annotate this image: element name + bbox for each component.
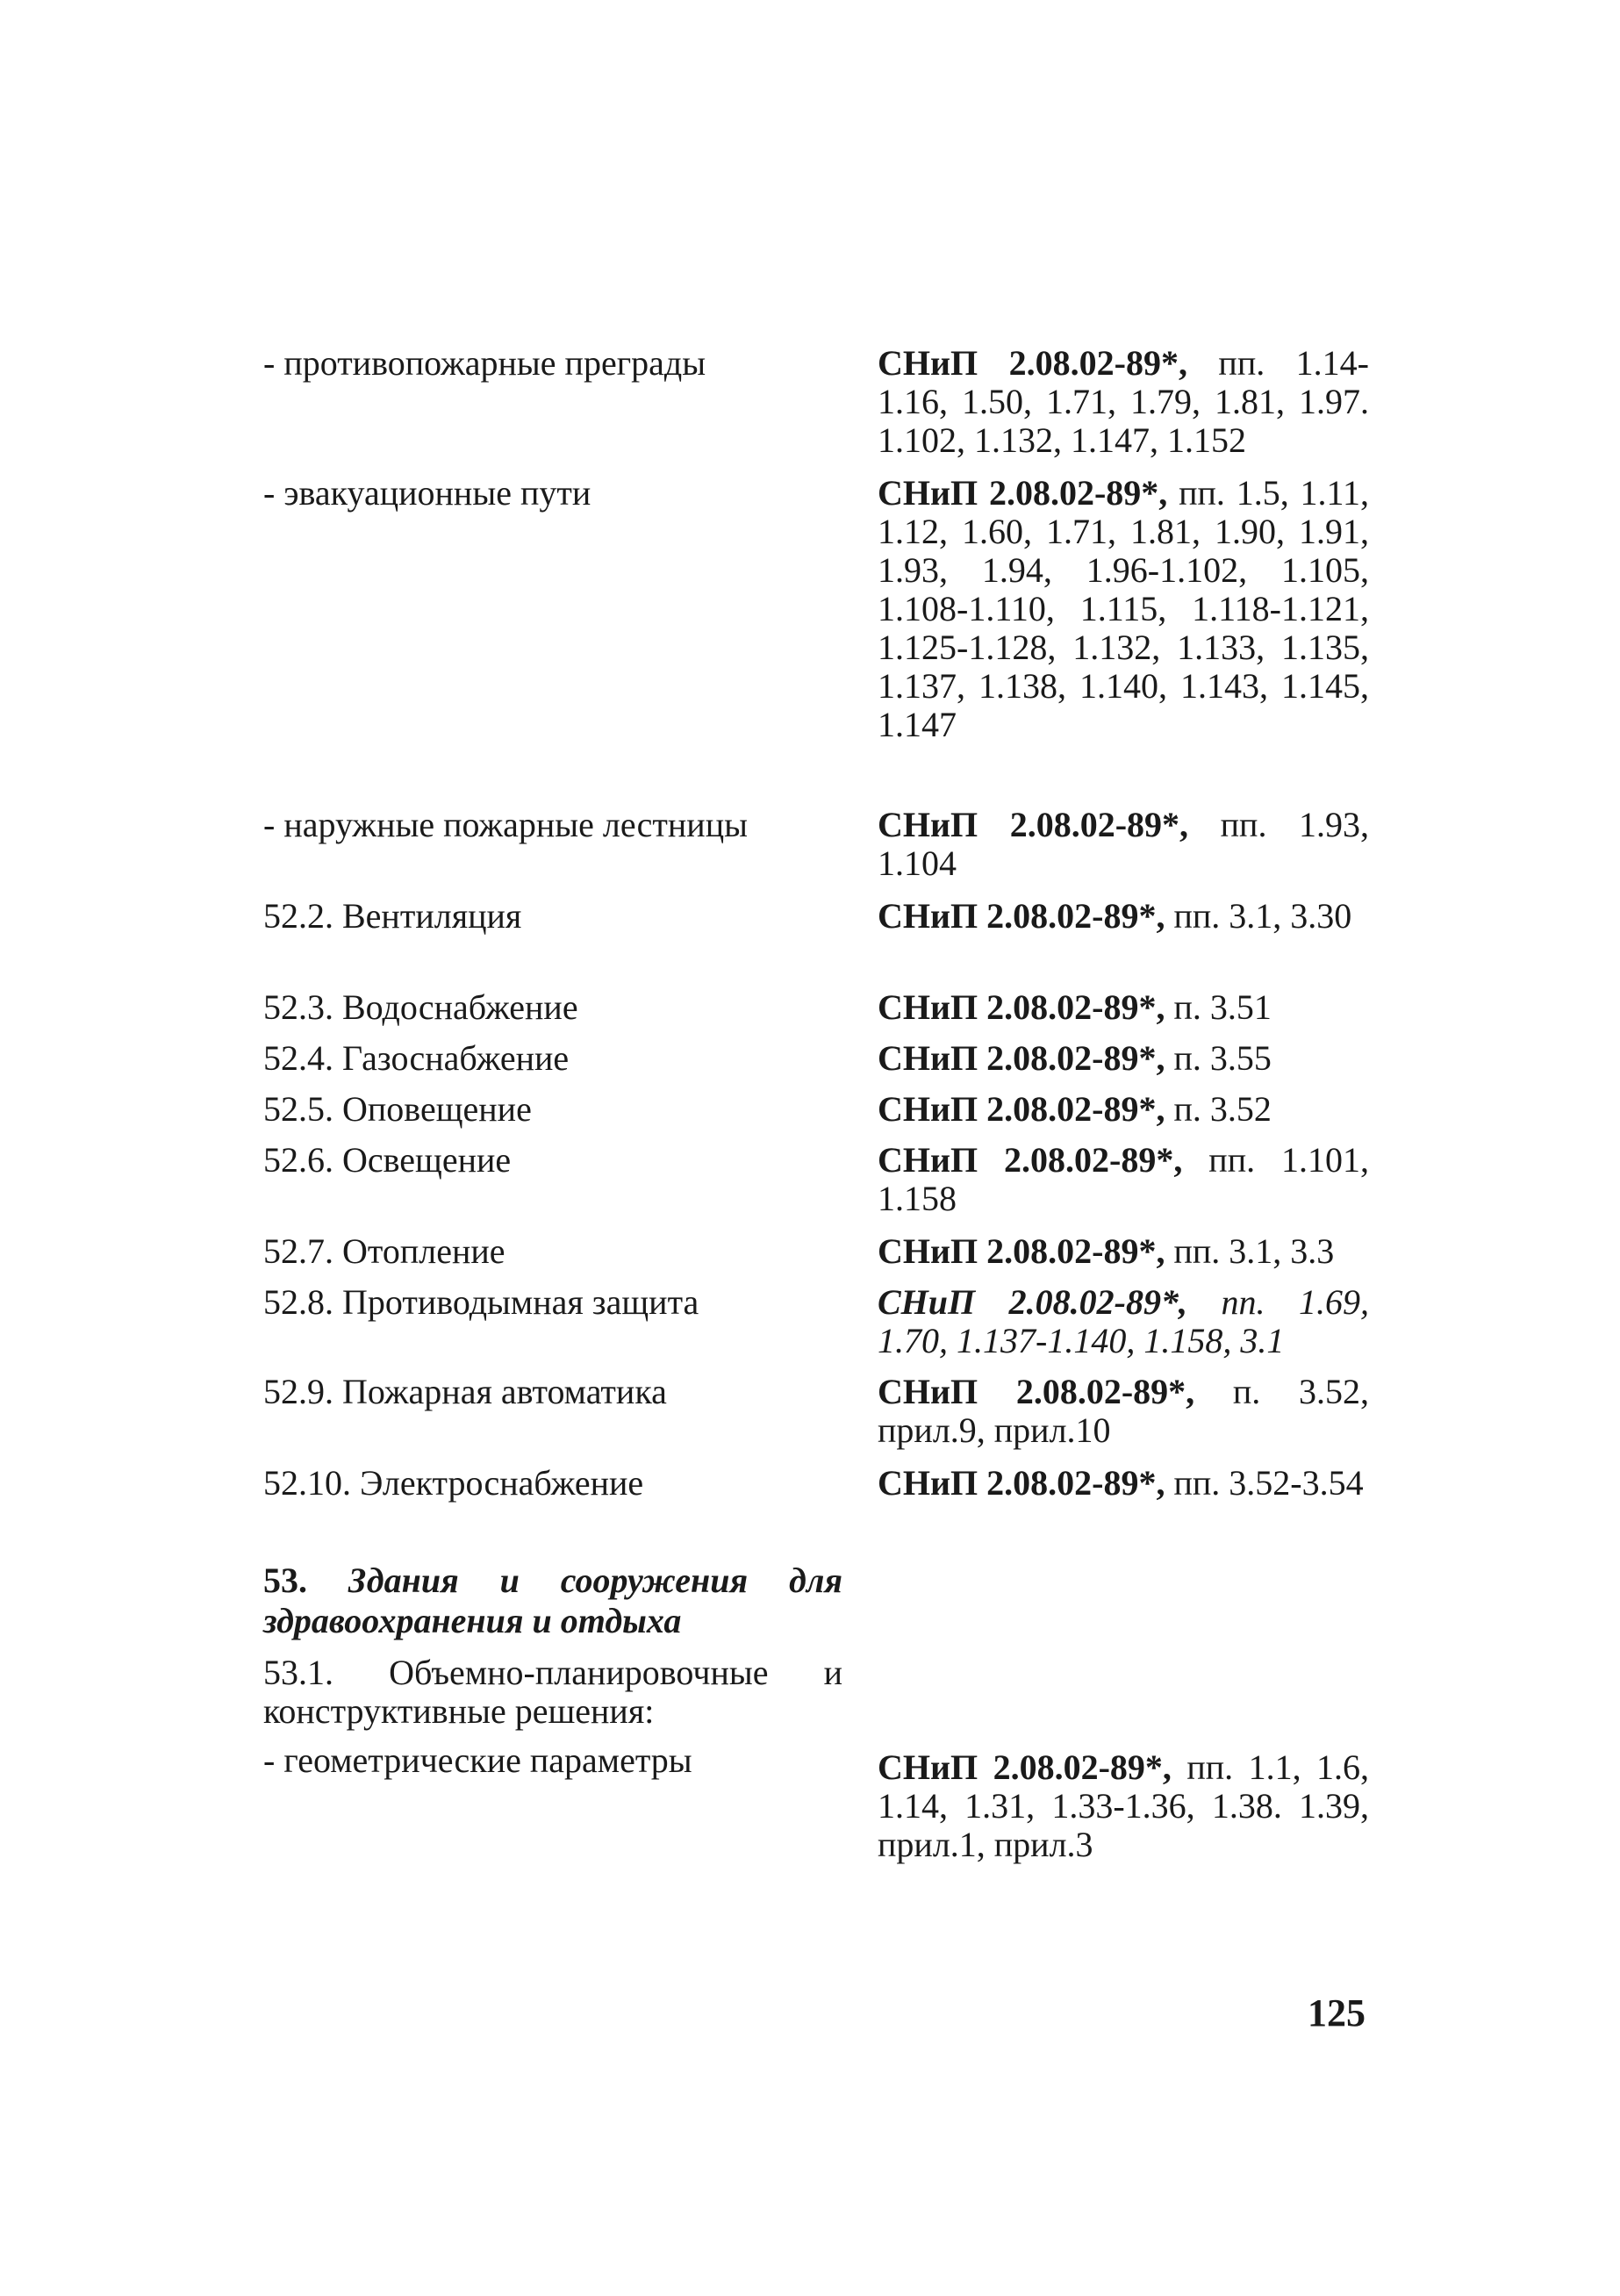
item-reference xyxy=(878,344,1369,460)
reference-clauses: пп. 1.5, 1.11, 1.12, 1.60, 1.71, 1.81, 1.90, 1.91, 1.93, 1.94, 1.96-1.102, 1.105, 1.108-1.110, 1.115, 1.118-1.121, 1.125-1.128, 1.132, 1.133, 1.135, 1.137, 1.138, 1.140, 1.143, 1.145, 1.147 xyxy=(878,473,1369,744)
reference-code: СНиП 2.08.02-89*, xyxy=(878,1038,1165,1078)
reference-clauses: пп. 3.1, 3.30 xyxy=(1165,896,1352,936)
reference-clauses: пп. 1.93, 1.104 xyxy=(878,805,1370,883)
reference-code: СНиП 2.08.02-89*, xyxy=(878,1231,1165,1271)
reference-code: СНиП 2.08.02-89*, xyxy=(878,896,1165,936)
item-reference xyxy=(878,806,1369,883)
item-reference xyxy=(878,1232,1369,1271)
section-heading xyxy=(263,1561,842,1641)
item-reference xyxy=(878,1464,1369,1503)
reference-clauses: пп. 3.52-3.54 xyxy=(1165,1463,1364,1503)
section-title: Здания и сооружения для здравоохранения и отдыха xyxy=(263,1561,842,1640)
reference-clauses: пп. 1.1, 1.6, 1.14, 1.31, 1.33-1.36, 1.38. 1.39, прил.1, прил.3 xyxy=(878,1747,1369,1864)
item-label: 52.5. Оповещение xyxy=(263,1089,532,1129)
subsection-heading: 53.1. Объемно-планировочные и конструктивные решения: xyxy=(263,1653,842,1731)
reference-code: СНиП 2.08.02-89*, xyxy=(878,473,1168,513)
item-reference xyxy=(878,988,1369,1027)
reference-code: СНиП 2.08.02-89*, xyxy=(878,1747,1172,1787)
item-label: 52.8. Противодымная защита xyxy=(263,1282,699,1322)
reference-code: СНиП 2.08.02-89*, xyxy=(878,1282,1187,1322)
reference-code: СНиП 2.08.02-89*, xyxy=(878,1463,1165,1503)
item-reference xyxy=(878,1090,1369,1129)
reference-clauses: пп. 1.69, 1.70, 1.137-1.140, 1.158, 3.1 xyxy=(878,1282,1369,1360)
page-number: 125 xyxy=(1308,1991,1366,2034)
reference-code: СНиП 2.08.02-89*, xyxy=(878,1089,1165,1129)
item-label: 52.9. Пожарная автоматика xyxy=(263,1372,667,1411)
item-reference xyxy=(878,1748,1369,1864)
item-reference xyxy=(878,1373,1369,1450)
item-label: 52.4. Газоснабжение xyxy=(263,1038,570,1078)
reference-code: СНиП 2.08.02-89*, xyxy=(878,343,1187,383)
item-reference xyxy=(878,1039,1369,1078)
reference-code: СНиП 2.08.02-89*, xyxy=(878,987,1165,1027)
reference-clauses: пп. 1.14-1.16, 1.50, 1.71, 1.79, 1.81, 1.97. 1.102, 1.132, 1.147, 1.152 xyxy=(878,343,1370,460)
reference-clauses: п. 3.52 xyxy=(1165,1089,1272,1129)
item-label: 52.3. Водоснабжение xyxy=(263,987,578,1027)
section-number: 53. xyxy=(263,1561,307,1600)
reference-clauses: п. 3.55 xyxy=(1165,1038,1272,1078)
reference-clauses: п. 3.51 xyxy=(1165,987,1272,1027)
item-label: - наружные пожарные лестницы xyxy=(263,805,748,844)
reference-code: СНиП 2.08.02-89*, xyxy=(878,1140,1183,1180)
reference-clauses: п. 3.52, прил.9, прил.10 xyxy=(878,1372,1369,1450)
item-label: 52.2. Вентиляция xyxy=(263,896,522,936)
reference-clauses: пп. 3.1, 3.3 xyxy=(1165,1231,1335,1271)
item-reference xyxy=(878,1283,1369,1360)
reference-clauses: пп. 1.101, 1.158 xyxy=(878,1140,1370,1218)
item-label: 52.6. Освещение xyxy=(263,1140,512,1180)
item-reference xyxy=(878,474,1369,744)
item-reference xyxy=(878,1141,1369,1218)
reference-code: СНиП 2.08.02-89*, xyxy=(878,805,1189,844)
item-label: 52.10. Электроснабжение xyxy=(263,1463,644,1503)
reference-code: СНиП 2.08.02-89*, xyxy=(878,1372,1195,1411)
item-reference xyxy=(878,897,1369,936)
item-label: 52.7. Отопление xyxy=(263,1231,505,1271)
item-label: - эвакуационные пути xyxy=(263,473,591,513)
item-label: - геометрические параметры xyxy=(263,1740,692,1780)
item-label: - противопожарные преграды xyxy=(263,343,706,383)
